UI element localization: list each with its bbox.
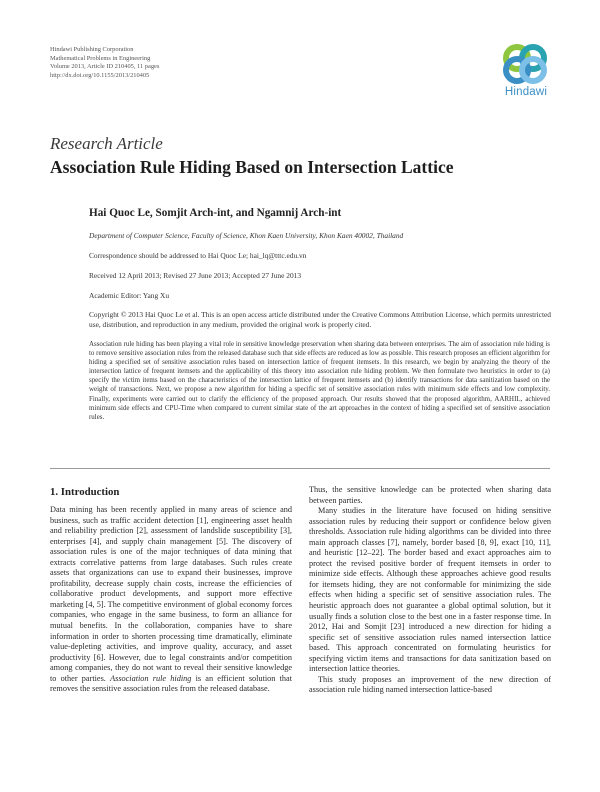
correspondence-note: Correspondence should be addressed to Hai Quoc Le; hai_lq@tttc.edu.vn — [89, 251, 307, 260]
publisher-line: Hindawi Publishing Corporation — [50, 46, 134, 53]
intro-paragraph-continued: Thus, the sensitive knowledge can be protected when sharing data between parties. — [309, 485, 551, 505]
copyright-notice: Copyright © 2013 Hai Quoc Le et al. This is an open access article distributed under the Creative Commons Attribution License, which permits unrestricted use, distribution, and reproduction in any medium, provided the original work is properly cited. — [89, 310, 551, 329]
intro-paragraph-1-text: Data mining has been recently applied in many areas of science and business, such as traffic accident detection [1], engineering asset health and reliability prediction [2], assessment of landslide susceptibility [3], enterprises [4], and supply chain management [5]. The discovery of association rules is one of the major techniques of data mining that extracts correlative patterns from large databases. Such rules create assets that organizations can use to expand their businesses, improve profitability, decrease supply chain costs, increase the efficiencies of collaborative product developments, and support more effective marketing [4, 5]. The competitive environment of global economy forces companies, who engage in the same business, to form an alliance for mutual benefits. In the collaboration, companies have to share information in order to shorten processing time dramatically, eliminate value-depleting activities, and improve quality, accuracy, and asset productivity [6]. However, due to legal constraints and/or competition among companies, they do not want to reveal their sensitive knowledge to other parties. — [50, 505, 292, 683]
body-column-right — [309, 485, 551, 696]
intro-paragraph-3: This study proposes an improvement of the new direction of association rule hiding named intersection lattice-based — [309, 674, 551, 695]
hindawi-logo-icon — [500, 41, 552, 85]
hindawi-logo-text: Hindawi — [504, 86, 548, 98]
section-divider — [50, 468, 550, 469]
intro-paragraph-1-tail: is an efficient solution that removes the sensitive association rules from the released database. — [50, 673, 292, 694]
intro-paragraph-2: Many studies in the literature have focused on hiding sensitive association rules by reducing their support or confidence below given thresholds. Association rule hiding algorithms can be divided into three main approach classes [7], namely, border based [8, 9], exact [10, 11], and heuristic [12–22]. The border based and exact approaches aim to protect the revised positive border of frequent itemsets in order to minimize side effects. Although these approaches achieve good results for itemsets hiding, they are not conformable for minimizing the side effects when hiding a specific set of sensitive association rules. The heuristic approach does not guarantee a global optimal solution, but it usually finds a solution close to the best one in a faster response time. In 2012, Hai and Somjit [23] introduced a new direction for hiding a specific set of sensitive association rules named intersection lattice based. This approach concentrated on formulating heuristics for specifying victim items and transactions for data sanitization based on intersection lattice theories. — [309, 506, 551, 674]
article-title: Association Rule Hiding Based on Intersection Lattice — [50, 157, 454, 177]
term-association-rule-hiding: Association rule hiding — [110, 673, 192, 683]
doi-link[interactable]: http://dx.doi.org/10.1155/2013/210405 — [50, 72, 150, 80]
article-authors: Hai Quoc Le, Somjit Arch-int, and Ngamnij Arch-int — [89, 207, 342, 219]
intro-paragraph-1 — [50, 505, 292, 695]
article-dates: Received 12 April 2013; Revised 27 June 2013; Accepted 27 June 2013 — [89, 271, 302, 280]
hindawi-logo — [496, 41, 556, 107]
journal-header — [50, 46, 159, 81]
volume-line: Volume 2013, Article ID 210405, 11 pages — [50, 63, 160, 71]
article-category: Research Article — [50, 134, 163, 153]
academic-editor: Academic Editor: Yang Xu — [89, 291, 170, 300]
author-affiliation: Department of Computer Science, Faculty of Science, Khon Kaen University, Khon Kaen 40002, Thailand — [89, 231, 404, 240]
body-column-left — [50, 505, 292, 695]
section-heading-introduction: 1. Introduction — [50, 486, 120, 498]
journal-name-line: Mathematical Problems in Engineering — [50, 54, 151, 62]
abstract: Association rule hiding has been playing a vital role in sensitive knowledge preservation when sharing data between enterprises. The aim of association rule hiding is to remove sensitive association rules from the released database such that side effects are reduced as low as possible. This research proposes an efficient algorithm for hiding a specified set of sensitive association rules based on intersection lattice of frequent itemsets. In this research, we begin by analyzing the theory of the intersection lattice of frequent itemsets and the applicability of this theory into association rule hiding problem. We then formulate two heuristics in order to (a) specify the victim items based on the characteristics of the intersection lattice of frequent itemsets and (b) identify transactions for data sanitization based on the weight of transactions. Next, we propose a new algorithm for hiding a specific set of sensitive association rules with minimum side effects and low complexity. Finally, experiments were carried out to clarify the efficiency of the proposed approach. Our results showed that the proposed algorithm, AARHIL, achieved minimum side effects and CPU-Time when compared to current similar state of the art approaches in the context of hiding a specified set of sensitive association rules. — [89, 340, 550, 421]
